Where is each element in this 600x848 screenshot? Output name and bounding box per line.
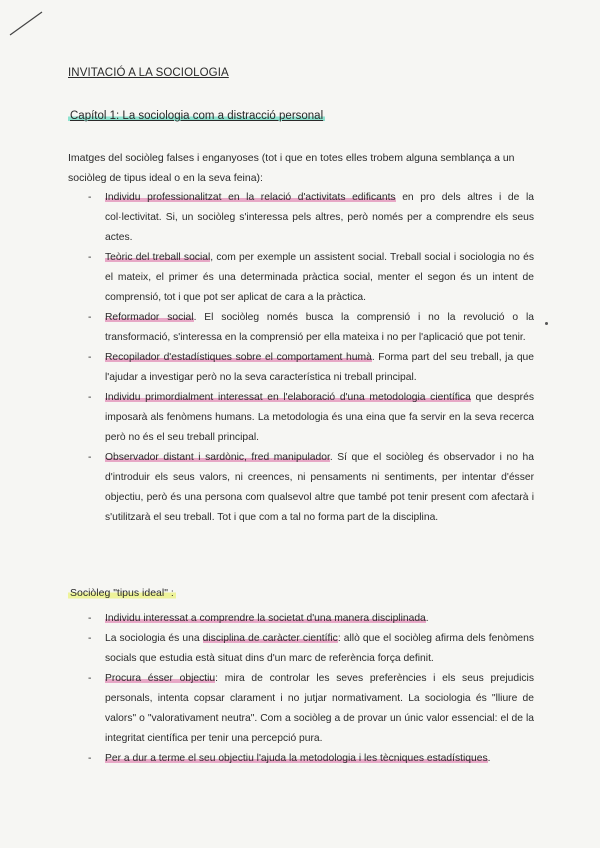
list-dash: - (88, 753, 92, 764)
highlighted-text: Observador distant i sardònic, fred manipulador (105, 452, 330, 463)
item-text: , com per exemple un assistent social. Treball social i sociologia no és el mateix, el primer és una determinada pràctica social, menter el segon és un intent de comprensió, tot i que pot ser aplicat de cara a la pràctica. (105, 252, 534, 303)
list-dash: - (88, 192, 92, 203)
highlighted-text: Recopilador d'estadístiques sobre el comportament humà (105, 352, 372, 363)
pen-stroke-mark (8, 8, 48, 38)
list-item (88, 609, 534, 629)
intro-paragraph: Imatges del sociòleg falses i enganyoses (tot i que en totes elles trobem alguna semblança a un sociòleg de tipus ideal o en la seva feina): (68, 152, 515, 184)
document-title: INVITACIÓ A LA SOCIOLOGIA (68, 67, 229, 79)
item-text: en pro dels altres i de la col·lectivitat. Si, un sociòleg s'interessa pels altres, però només per a comprendre els seus actes. (105, 192, 534, 243)
scan-speck (545, 322, 548, 325)
list-item (88, 248, 534, 308)
list-item (88, 348, 534, 388)
list-dash: - (88, 613, 92, 624)
item-text: . El sociòleg només busca la comprensió i no la revolució o la transformació, s'interessa en la comprensió per ella mateixa i no per l'aplicació que pot tenir. (105, 312, 534, 343)
highlighted-text: Reformador social (105, 312, 194, 323)
highlighted-text: Individu primordialment interessat en l'elaboració d'una metodologia científica (105, 392, 471, 403)
highlighted-text: Per a dur a terme el seu objectiu l'ajuda la metodologia i les tècniques estadístiques (105, 753, 488, 764)
list-item (88, 388, 534, 448)
ideal-type-heading-text: Sociòleg "tipus ideal" : (70, 587, 174, 599)
ideal-type-heading (68, 587, 176, 599)
list-dash: - (88, 452, 92, 463)
highlighted-text: Individu interessat a comprendre la societat d'una manera disciplinada (105, 613, 426, 624)
chapter-heading (68, 110, 325, 122)
highlighted-text: disciplina de caràcter científic (202, 633, 338, 644)
item-text-prefix: La sociologia és una (105, 633, 203, 644)
item-text: : mira de controlar les seves preferències i els seus prejudicis personals, intenta copsar clarament i no jutjar normativament. La sociologia és "lliure de valors" o "valorativament neutra". Com a sociòleg a de provar un únic valor essencial: el de la integritat científica per tenir una percepció pura. (105, 673, 534, 744)
list-item (88, 188, 534, 248)
list-item (88, 629, 534, 669)
list-dash: - (88, 673, 92, 684)
false-images-list (88, 188, 534, 528)
list-dash: - (88, 312, 92, 323)
list-dash: - (88, 352, 92, 363)
highlighted-text: Individu professionalitzat en la relació d'activitats edificants (105, 192, 396, 203)
ideal-type-list (88, 609, 534, 769)
item-text: : allò que el sociòleg afirma dels fenòmens socials que estudia està situat dins d'un marc de referència força definit. (105, 633, 535, 664)
item-text: . (487, 753, 491, 764)
highlighted-text: Teòric del treball social (105, 252, 211, 263)
list-item (88, 669, 534, 749)
list-item (88, 749, 534, 769)
item-text: . Sí que el sociòleg és observador i no ha d'introduir els seus valors, ni creences, ni pensaments ni sentiments, per intentar d'ésser objectiu, però és una persona com qualsevol altre que també pot tenir present com afectarà i s'utilitzarà el seu treball. Tot i que com a tal no forma part de la disciplina. (105, 452, 534, 523)
item-text: . (425, 613, 429, 624)
item-text: que després imposarà als fenòmens humans. La metodologia és una eina que fa servir en la seva recerca però no és el seu treball principal. (105, 392, 534, 443)
highlighted-text: Procura ésser objectiu (105, 673, 216, 684)
chapter-heading-text: Capítol 1: La sociologia com a distracció personal (70, 110, 324, 122)
list-item (88, 308, 534, 348)
list-item (88, 448, 534, 528)
list-dash: - (88, 252, 92, 263)
list-dash: - (88, 633, 92, 644)
list-dash: - (88, 392, 92, 403)
item-text: . Forma part del seu treball, ja que l'ajudar a investigar però no la seva característica ni treball principal. (105, 352, 535, 383)
